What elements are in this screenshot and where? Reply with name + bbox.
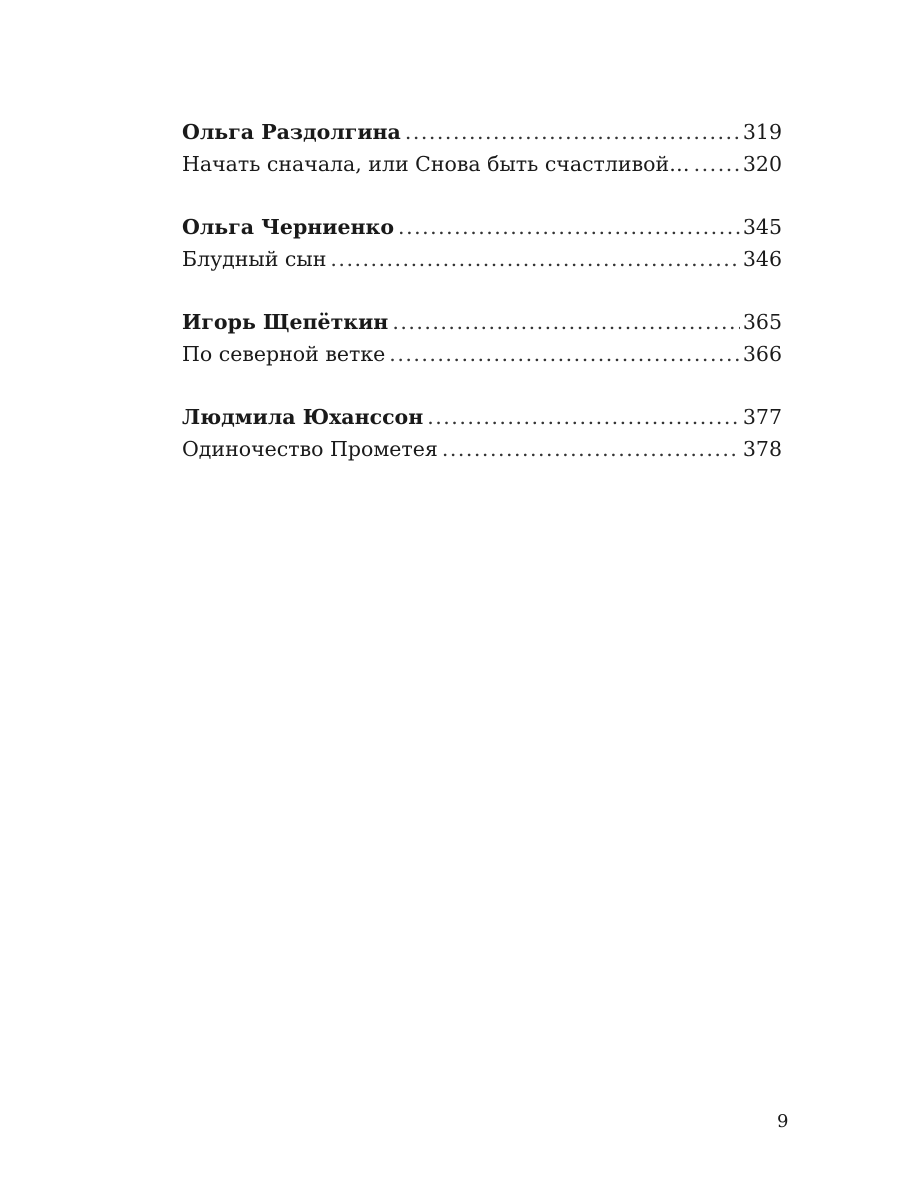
page-reference: 365	[742, 310, 782, 334]
page-reference: 378	[742, 437, 782, 461]
dot-leader	[330, 243, 739, 275]
page-reference: 377	[742, 405, 782, 429]
toc-author-entry[interactable]	[182, 116, 782, 148]
dot-leader	[405, 116, 740, 148]
toc-group	[182, 211, 782, 275]
page-reference: 320	[742, 152, 782, 176]
dot-leader	[389, 338, 740, 370]
page-reference: 345	[742, 215, 782, 239]
toc-group	[182, 116, 782, 180]
work-title: Одиночество Прометея	[182, 437, 438, 461]
dot-leader	[398, 211, 740, 243]
toc-work-entry[interactable]	[182, 243, 782, 275]
work-title: По северной ветке	[182, 342, 386, 366]
work-title: Блудный сын	[182, 247, 327, 271]
toc-work-entry[interactable]	[182, 433, 782, 465]
author-name: Ольга Черниенко	[182, 215, 395, 239]
author-name: Игорь Щепёткин	[182, 310, 389, 334]
page-number: 9	[777, 1111, 789, 1132]
toc-work-entry[interactable]	[182, 148, 782, 180]
toc-group	[182, 401, 782, 465]
page-reference: 366	[742, 342, 782, 366]
dot-leader	[442, 433, 740, 465]
table-of-contents	[182, 116, 782, 496]
dot-leader	[694, 148, 740, 180]
dot-leader	[392, 306, 740, 338]
author-name: Ольга Раздолгина	[182, 120, 401, 144]
toc-author-entry[interactable]	[182, 306, 782, 338]
dot-leader	[427, 401, 740, 433]
toc-work-entry[interactable]	[182, 338, 782, 370]
toc-group	[182, 306, 782, 370]
work-title: Начать сначала, или Снова быть счастливой…	[182, 152, 690, 176]
page-reference: 346	[742, 247, 782, 271]
toc-author-entry[interactable]	[182, 211, 782, 243]
author-name: Людмила Юханссон	[182, 405, 424, 429]
page-reference: 319	[742, 120, 782, 144]
toc-author-entry[interactable]	[182, 401, 782, 433]
